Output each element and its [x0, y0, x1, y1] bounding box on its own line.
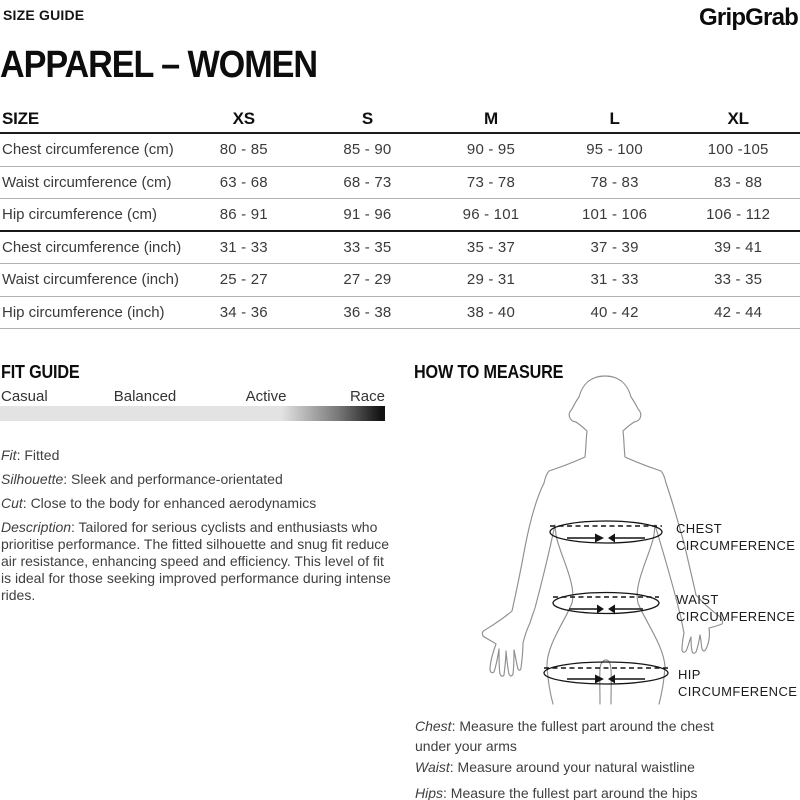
fit-detail-term: Fit: [1, 447, 17, 463]
page-title: APPAREL – WOMEN: [0, 44, 317, 86]
waist-measure-marker: [553, 593, 659, 614]
size-cell: 73 - 78: [466, 173, 516, 191]
note-term: Chest: [415, 718, 452, 734]
note-term: Waist: [415, 759, 450, 775]
label-line: HIP: [678, 667, 701, 682]
size-cell: 38 - 40: [466, 303, 516, 321]
size-cell: 90 - 95: [466, 141, 516, 159]
size-cell: 83 - 88: [714, 173, 763, 191]
size-cell: 63 - 68: [219, 173, 268, 191]
table-row: [0, 264, 800, 297]
size-cell: 85 - 90: [343, 141, 392, 159]
fit-scale-label-casual: Casual: [1, 388, 48, 405]
fit-detail-text: : Sleek and performance-orientated: [63, 471, 283, 487]
size-cell: 91 - 96: [343, 205, 392, 223]
fit-detail-text: : Fitted: [16, 447, 60, 463]
size-cell: 27 - 29: [343, 271, 392, 289]
fit-detail-text: : Tailored for serious cyclists and enthusiasts who prioritise performance. The fitted silhouette and snug fit reduce air resistance, enhancing speed and efficiency. This level of fit is ideal for those seeking improved performance during intense rides.: [1, 519, 391, 603]
size-cell: 31 - 33: [590, 271, 639, 289]
chest-circumference-label: [676, 521, 800, 554]
column-header-xs: XS: [232, 108, 255, 128]
label-line: CIRCUMFERENCE: [678, 683, 798, 699]
size-cell: 31 - 33: [219, 238, 268, 256]
size-cell: 96 - 101: [462, 205, 520, 223]
size-cell: 33 - 35: [343, 238, 392, 256]
size-cell: 78 - 83: [590, 173, 639, 191]
fit-guide-heading: FIT GUIDE: [1, 362, 80, 382]
fit-detail-term: Silhouette: [1, 471, 64, 487]
label-line: CIRCUMFERENCE: [676, 537, 796, 553]
size-cell: 35 - 37: [466, 238, 516, 256]
column-header-xl: XL: [727, 108, 749, 128]
brand-logo: GripGrab: [699, 4, 798, 31]
label-line: CIRCUMFERENCE: [676, 608, 796, 624]
hip-measure-marker: [544, 662, 668, 684]
size-cell: 36 - 38: [343, 303, 392, 321]
fit-detail-text: : Close to the body for enhanced aerodynamics: [22, 495, 317, 511]
table-row: [0, 134, 800, 167]
row-label: Hip circumference (cm): [2, 205, 158, 223]
size-table-header-row: [0, 105, 800, 134]
size-cell: 68 - 73: [343, 173, 392, 191]
size-guide-label: SIZE GUIDE: [3, 7, 85, 23]
label-line: WAIST: [676, 592, 719, 607]
size-cell: 33 - 35: [714, 271, 763, 289]
how-to-measure-heading: HOW TO MEASURE: [414, 362, 564, 382]
fit-scale-gradient-bar: [0, 406, 385, 421]
table-row: [0, 297, 800, 330]
row-label: Chest circumference (inch): [2, 238, 182, 256]
size-cell: 37 - 39: [590, 238, 639, 256]
fit-scale-label-race: Race: [349, 388, 385, 405]
note-text: : Measure the fullest part around the chest under your arms: [415, 718, 714, 754]
column-header-l: L: [609, 108, 620, 128]
measure-note-hips: [415, 783, 750, 800]
size-cell: 80 - 85: [219, 141, 268, 159]
column-header-s: S: [361, 108, 373, 128]
label-line: CHEST: [676, 521, 723, 536]
size-cell: 42 - 44: [714, 303, 763, 321]
fit-detail-term: Description: [1, 519, 72, 535]
fit-detail-fit: [1, 447, 393, 464]
row-label: Waist circumference (cm): [2, 173, 172, 191]
table-row: [0, 167, 800, 200]
note-text: : Measure around your natural waistline: [449, 759, 695, 775]
size-cell: 86 - 91: [219, 205, 268, 223]
size-table: [0, 105, 800, 329]
measure-note-chest: [415, 716, 750, 756]
fit-scale-labels: [0, 388, 385, 406]
size-cell: 25 - 27: [219, 271, 268, 289]
fit-detail-description: [1, 519, 393, 604]
fit-detail-cut: [1, 495, 393, 512]
size-cell: 100 -105: [707, 141, 769, 159]
note-text: : Measure the fullest part around the hips: [443, 785, 698, 800]
row-label: Waist circumference (inch): [2, 271, 179, 289]
fit-scale-label-balanced: Balanced: [113, 388, 177, 405]
measure-note-waist: [415, 757, 750, 777]
fit-scale-label-active: Active: [245, 388, 287, 405]
size-cell: 34 - 36: [219, 303, 268, 321]
size-cell: 39 - 41: [714, 238, 763, 256]
hip-circumference-label: [678, 667, 800, 700]
size-cell: 95 - 100: [586, 141, 643, 159]
note-term: Hips: [415, 785, 444, 800]
chest-measure-marker: [550, 521, 662, 543]
size-cell: 101 - 106: [581, 205, 648, 223]
table-row: [0, 199, 800, 232]
size-cell: 40 - 42: [590, 303, 639, 321]
size-cell: 29 - 31: [466, 271, 516, 289]
fit-detail-silhouette: [1, 471, 393, 488]
fit-detail-term: Cut: [1, 495, 23, 511]
table-row: [0, 232, 800, 265]
column-header-size: SIZE: [2, 108, 39, 128]
waist-circumference-label: [676, 592, 800, 625]
size-cell: 106 - 112: [706, 205, 771, 223]
row-label: Chest circumference (cm): [2, 141, 174, 159]
column-header-m: M: [484, 108, 498, 128]
inner-leg-lines: [600, 660, 612, 704]
row-label: Hip circumference (inch): [2, 303, 165, 321]
